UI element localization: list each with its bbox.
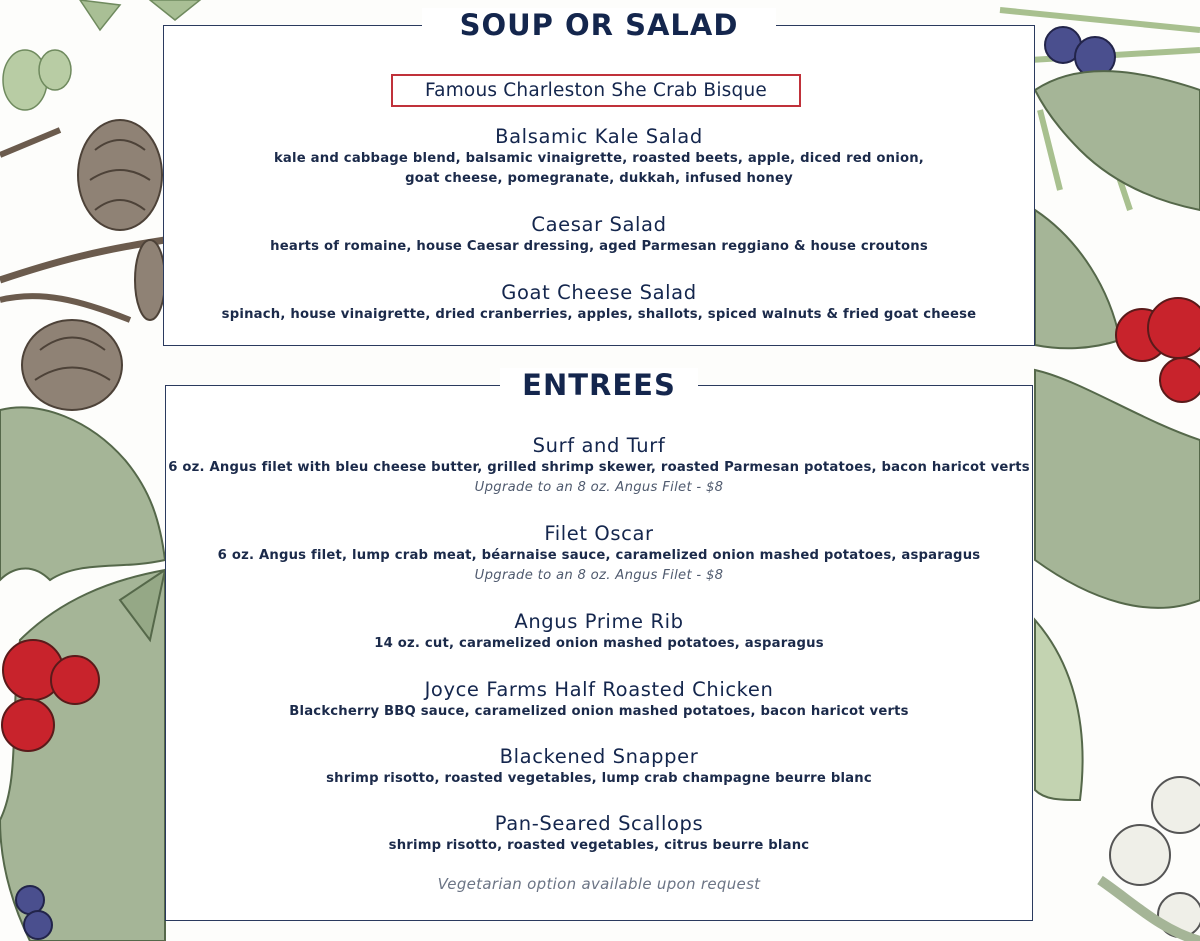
- menu-item: [166, 678, 1032, 722]
- item-description: 6 oz. Angus filet, lump crab meat, béarnaise sauce, caramelized onion mashed potatoes, asparagus: [217, 548, 981, 563]
- item-name: Balsamic Kale Salad: [495, 125, 703, 148]
- item-description: shrimp risotto, roasted vegetables, lump crab champagne beurre blanc: [326, 771, 872, 786]
- item-description: [164, 149, 1034, 189]
- menu-item: [164, 125, 1034, 189]
- featured-item-box: [391, 74, 801, 107]
- item-description: [164, 237, 1034, 257]
- blueberry-icon: [1045, 27, 1115, 77]
- item-name: Blackened Snapper: [499, 745, 699, 768]
- menu-item: [166, 522, 1032, 586]
- item-description: shrimp risotto, roasted vegetables, citrus beurre blanc: [388, 838, 810, 853]
- item-name: Joyce Farms Half Roasted Chicken: [424, 678, 774, 701]
- item-description: [164, 305, 1034, 325]
- item-name: Surf and Turf: [532, 434, 666, 457]
- item-name: Goat Cheese Salad: [501, 281, 697, 304]
- item-description: 14 oz. cut, caramelized onion mashed potatoes, asparagus: [374, 636, 824, 651]
- section-title: [164, 8, 1034, 42]
- description-line: hearts of romaine, house Caesar dressing, aged Parmesan reggiano & house croutons: [270, 239, 928, 254]
- description-line: spinach, house vinaigrette, dried cranberries, apples, shallots, spiced walnuts & fried goat cheese: [221, 307, 977, 322]
- item-name: Caesar Salad: [531, 213, 667, 236]
- item-name: Angus Prime Rib: [514, 610, 684, 633]
- item-description: Blackcherry BBQ sauce, caramelized onion mashed potatoes, bacon haricot verts: [289, 704, 909, 719]
- upgrade-note: Upgrade to an 8 oz. Angus Filet - $8: [474, 568, 724, 583]
- vegetarian-note: Vegetarian option available upon request: [437, 875, 761, 893]
- section-title: [166, 368, 1032, 402]
- item-name: Filet Oscar: [544, 522, 654, 545]
- description-line: kale and cabbage blend, balsamic vinaigrette, roasted beets, apple, diced red onion,: [273, 151, 925, 166]
- featured-item-name: Famous Charleston She Crab Bisque: [425, 80, 767, 101]
- entrees-section: [165, 368, 1033, 921]
- section-title-text: SOUP OR SALAD: [422, 8, 777, 42]
- description-line: goat cheese, pomegranate, dukkah, infused honey: [405, 171, 793, 186]
- menu-item: [164, 281, 1034, 325]
- menu-item: [166, 745, 1032, 789]
- white-berry-icon: [1100, 777, 1200, 941]
- red-berry-icon: [1116, 298, 1200, 402]
- section-title-text: ENTREES: [500, 368, 698, 402]
- soup-salad-section: [163, 8, 1035, 346]
- upgrade-note: Upgrade to an 8 oz. Angus Filet - $8: [474, 480, 724, 495]
- menu-item: [166, 812, 1032, 856]
- item-description: 6 oz. Angus filet with bleu cheese butter, grilled shrimp skewer, roasted Parmesan potatoes, bacon haricot verts: [168, 460, 1030, 475]
- menu-item: [164, 213, 1034, 257]
- item-name: Pan-Seared Scallops: [494, 812, 704, 835]
- menu-item: [166, 434, 1032, 498]
- menu-item: [166, 610, 1032, 654]
